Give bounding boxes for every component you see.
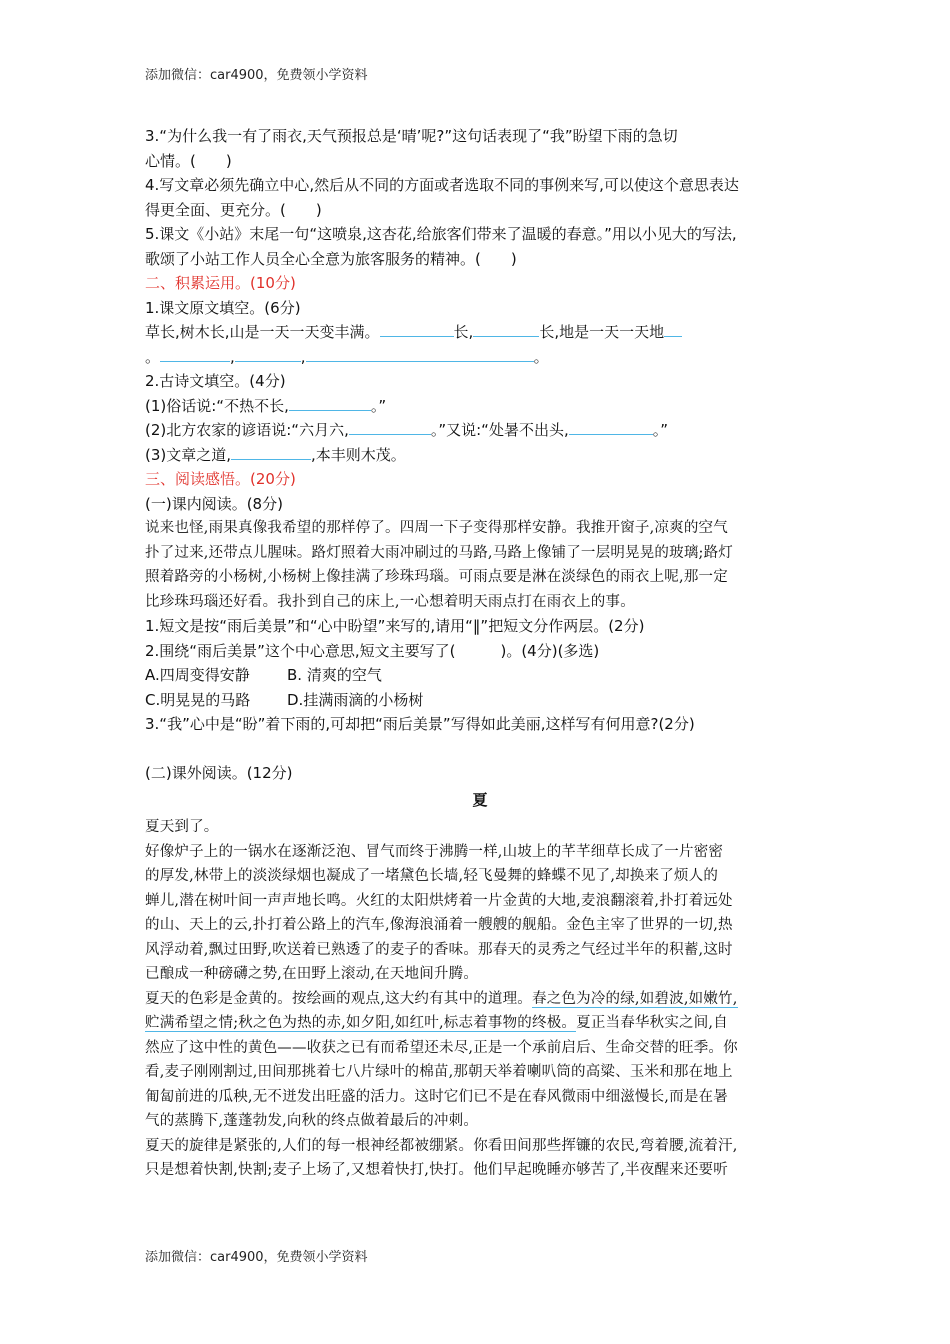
- judge-question-5: [145, 222, 815, 271]
- s3-question-1: 1.短文是按“雨后美景”和“心中盼望”来写的,请用“‖”把短文分作两层。(2分): [145, 617, 645, 635]
- answer-blank[interactable]: [380, 320, 454, 337]
- article-line: 然应了这中性的黄色——收获之已有而希望还未尽,正是一个承前启后、生命交替的旺季。你: [145, 1039, 738, 1056]
- section-3-heading: 三、阅读感悟。(20分): [145, 470, 296, 488]
- article-first-line: 夏天到了。: [145, 819, 219, 835]
- article-paragraph-1: [145, 840, 815, 987]
- passage-line: 照着路旁的小杨树,小杨树上像挂满了珍珠玛瑙。可雨点要是淋在淡绿色的雨衣上呢,那一定: [145, 569, 728, 585]
- passage-line: 比珍珠玛瑙还好看。我扑到自己的床上,一心想着明天雨点打在雨衣上的事。: [145, 593, 635, 610]
- s3-part-1-heading: (一)课内阅读。(8分): [145, 494, 283, 513]
- article-line: 只是想着快割,快割;麦子上场了,又想着快打,快打。他们早起晚睡亦够苦了,半夜醒来还要听: [145, 1162, 728, 1178]
- article-text: 夏天的色彩是金黄的。按绘画的观点,这大约有其中的道理。: [145, 990, 533, 1007]
- s2-question-2: 2.古诗文填空。(4分): [145, 372, 286, 390]
- s2-question-1: 1.课文原文填空。(6分): [145, 298, 301, 317]
- judge-5-line2: 歌颂了小站工作人员全心全意为旅客服务的精神。( ): [145, 249, 517, 268]
- in-class-passage: [145, 516, 815, 614]
- article-line: 气的蒸腾下,蓬蓬勃发,向秋的终点做着最后的冲刺。: [145, 1113, 479, 1129]
- article-line: 的厚发,林带上的淡淡绿烟也凝成了一堵黛色长墙,轻飞曼舞的蜂蝶不见了,却换来了烦人的: [145, 868, 719, 884]
- article-line: 风浮动着,飘过田野,吹送着已熟透了的麦子的香味。那春天的灵秀之气经过半年的积蓄,这时: [145, 941, 733, 958]
- answer-blank[interactable]: [160, 345, 230, 362]
- fill-text: 。: [533, 347, 549, 366]
- fill-text: ,: [230, 347, 235, 366]
- answer-blank[interactable]: [231, 443, 311, 460]
- page-header: 添加微信：car4900，免费领小学资料: [145, 68, 368, 83]
- judge-3-line2: 心情。( ): [145, 151, 232, 170]
- s3-q2-options-row2: [145, 688, 815, 713]
- article-line: 的山、天上的云,扑打着公路上的汽车,像海浪涌着一艘艘的舰船。金色主宰了世界的一切,热: [145, 917, 733, 933]
- fill-text: 。: [145, 347, 161, 366]
- article-text: 夏正当春华秋实之间,自: [576, 1015, 728, 1031]
- worksheet-content: [145, 124, 815, 1183]
- fill-text: 草长,树木长,山是一天一天变丰满。: [145, 323, 380, 341]
- option-b[interactable]: B. 清爽的空气: [287, 666, 382, 684]
- s2-q1-fill-line1: [145, 320, 815, 345]
- judge-3-line1: 3.“为什么我一有了雨衣,天气预报总是‘晴’呢?”这句话表现了“我”盼望下雨的急切: [145, 127, 678, 145]
- fill-text: ,本丰则木茂。: [311, 445, 406, 464]
- underlined-sentence: 春之色为冷的绿,如碧波,如嫩竹,: [532, 990, 738, 1007]
- fill-text: (3)文章之道,: [145, 445, 232, 464]
- judge-4-line1: 4.写文章必须先确立中心,然后从不同的方面或者选取不同的事例来写,可以使这个意思表达: [145, 176, 739, 194]
- underlined-sentence: 贮满希望之情;秋之色为热的赤,如夕阳,如红叶,标志着事物的终极。: [145, 1015, 577, 1031]
- fill-text: (1)俗话说:“不热不长,: [145, 396, 289, 415]
- s3-question-3: 3.“我”心中是“盼”着下雨的,可却把“雨后美景”写得如此美丽,这样写有何用意?(2分): [145, 715, 695, 733]
- s2-q2-item-1: [145, 394, 815, 419]
- article-line: [145, 987, 815, 1012]
- article-line: 已酿成一种磅礴之势,在田野上滚动,在天地间升腾。: [145, 966, 479, 982]
- article-line: 蝉儿,潜在树叶间一声声地长鸣。火红的太阳烘烤着一片金黄的大地,麦浪翻滚着,扑打着远处: [145, 892, 733, 909]
- s2-q2-item-3: [145, 443, 815, 468]
- article-line: 好像炉子上的一锅水在逐渐泛泡、冒气而终于沸腾一样,山坡上的芊芊细草长成了一片密密: [145, 843, 724, 860]
- article-paragraph-2: [145, 987, 815, 1134]
- article-line: [145, 1011, 815, 1036]
- fill-text: 。”又说:“处暑不出头,: [430, 421, 569, 439]
- judge-question-3: [145, 124, 815, 173]
- option-d[interactable]: D.挂满雨滴的小杨树: [287, 690, 424, 709]
- option-c[interactable]: C.明晃晃的马路: [145, 690, 251, 709]
- fill-text: 长,: [453, 323, 474, 341]
- article-line: 匍匐前进的瓜秧,无不迸发出旺盛的活力。这时它们已不是在春风微雨中细滋慢长,而是在暑: [145, 1088, 728, 1105]
- answer-blank[interactable]: [349, 418, 431, 435]
- s2-q2-item-2: [145, 418, 815, 443]
- judge-4-line2: 得更全面、更充分。( ): [145, 200, 322, 219]
- answer-blank[interactable]: [473, 320, 539, 337]
- fill-text: 长,地是一天一天地: [539, 323, 665, 341]
- s2-q1-fill-line2: [145, 345, 815, 370]
- judge-question-4: [145, 173, 815, 222]
- answer-blank[interactable]: [569, 418, 653, 435]
- fill-text: (2)北方农家的谚语说:“六月六,: [145, 421, 349, 439]
- article-paragraph-3: [145, 1134, 815, 1183]
- fill-text: 。”: [370, 396, 387, 415]
- article-title: 夏: [472, 791, 488, 809]
- s3-question-2: 2.围绕“雨后美景”这个中心意思,短文主要写了( )。(4分)(多选): [145, 641, 600, 660]
- page-footer: 添加微信：car4900，免费领小学资料: [145, 1250, 368, 1265]
- fill-text: ,: [300, 347, 306, 366]
- article-line: 看,麦子刚刚割过,田间那挑着七八片绿叶的棉苗,那朝天举着喇叭筒的高粱、玉米和那在地上: [145, 1064, 733, 1080]
- answer-blank[interactable]: [306, 345, 534, 362]
- answer-space[interactable]: [145, 737, 815, 761]
- option-a[interactable]: A.四周变得安静: [145, 666, 250, 684]
- s3-q2-options-row1: [145, 663, 815, 688]
- s3-part-2-heading: (二)课外阅读。(12分): [145, 763, 293, 782]
- passage-line: 扑了过来,还带点儿腥味。路灯照着大雨冲刷过的马路,马路上像铺了一层明晃晃的玻璃;路灯: [145, 544, 733, 561]
- answer-blank[interactable]: [289, 394, 371, 411]
- passage-line: 说来也怪,雨果真像我希望的那样停了。四周一下子变得那样安静。我推开窗子,凉爽的空气: [145, 520, 728, 536]
- answer-blank[interactable]: [235, 345, 301, 362]
- article-line: 夏天的旋律是紧张的,人们的每一根神经都被绷紧。你看田间那些挥镰的农民,弯着腰,流着汗,: [145, 1137, 738, 1154]
- judge-5-line1: 5.课文《小站》末尾一句“这喷泉,这杏花,给旅客们带来了温暖的春意。”用以小见大的写法,: [145, 225, 737, 243]
- fill-text: 。”: [652, 421, 668, 439]
- answer-blank[interactable]: [664, 320, 682, 337]
- section-2-heading: 二、积累运用。(10分): [145, 274, 296, 292]
